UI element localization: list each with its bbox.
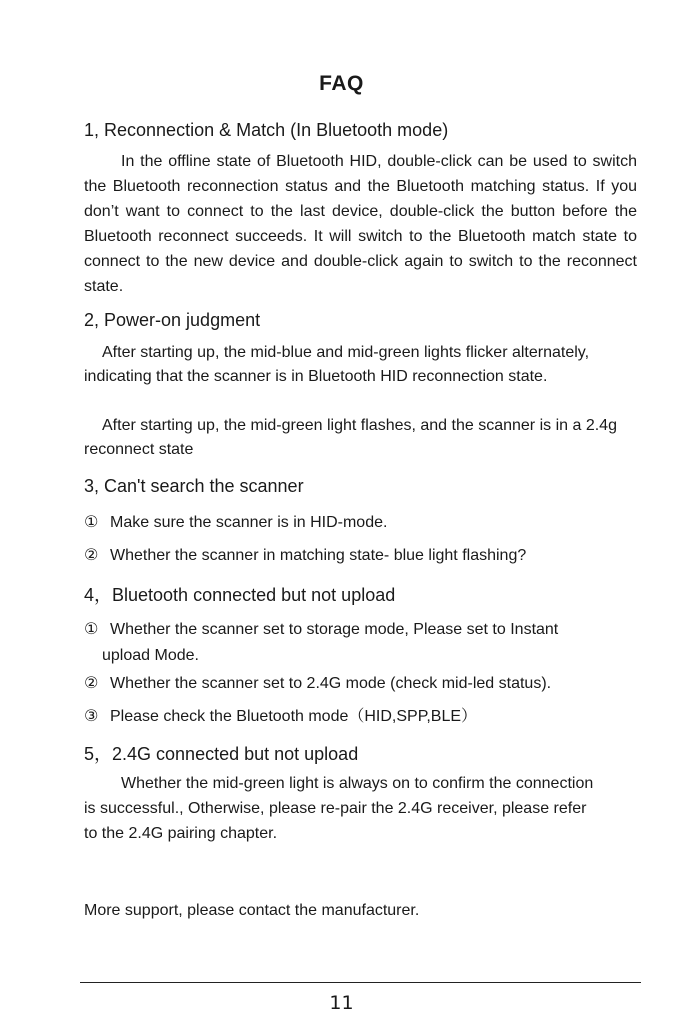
- section-3-item-2: [84, 543, 644, 569]
- section-5-body: Whether the mid-green light is always on to confirm the connection is successful., Otherwise, please re-pair the 2.4G receiver, please refer to the 2.4G pairing chapter.: [84, 775, 594, 842]
- circled-number-1-icon: ①: [84, 514, 99, 531]
- page-title: FAQ: [319, 72, 364, 95]
- item-text: Whether the scanner set to storage mode, Please set to Instant: [110, 621, 559, 638]
- circled-number-2-icon: ②: [84, 547, 99, 564]
- item-text-continuation: upload Mode.: [102, 647, 199, 664]
- section-4-heading: 4，Bluetooth connected but not upload: [84, 585, 396, 605]
- circled-number-2-icon: ②: [84, 675, 99, 692]
- section-4-item-3: [84, 704, 644, 730]
- section-1-body: In the offline state of Bluetooth HID, double-click can be used to switch the Bluetooth reconnection status and the Bluetooth matching status. If you don’t want to connect to the last device, double-click the button before the Bluetooth reconnect succeeds. It will switch to the Bluetooth match state to connect to the new device and double-click again to switch to the reconnect state.: [84, 153, 637, 295]
- section-3-heading: 3, Can't search the scanner: [84, 476, 304, 496]
- page-number: 11: [329, 992, 354, 1014]
- section-1-heading: 1, Reconnection & Match (In Bluetooth mode): [84, 120, 449, 140]
- support-note: More support, please contact the manufacturer.: [84, 902, 420, 919]
- item-text: Whether the scanner set to 2.4G mode (check mid-led status).: [110, 675, 552, 692]
- section-3-item-1: [84, 510, 644, 536]
- section-2-body-1: After starting up, the mid-blue and mid-green lights flicker alternately, indicating that the scanner is in Bluetooth HID reconnection state.: [84, 344, 590, 385]
- item-text: Make sure the scanner is in HID-mode.: [110, 514, 388, 531]
- section-5-heading: 5，2.4G connected but not upload: [84, 744, 359, 764]
- section-4-item-2: [84, 671, 644, 697]
- footer-divider: [80, 982, 641, 983]
- section-2-heading: 2, Power-on judgment: [84, 310, 261, 330]
- section-4-item-1: [84, 617, 644, 669]
- circled-number-3-icon: ③: [84, 708, 99, 725]
- item-text: Please check the Bluetooth mode（HID,SPP,BLE）: [110, 708, 478, 725]
- item-text: Whether the scanner in matching state- blue light flashing?: [110, 547, 527, 564]
- section-2-body-2: After starting up, the mid-green light flashes, and the scanner is in a 2.4g reconnect state: [84, 417, 617, 458]
- circled-number-1-icon: ①: [84, 621, 99, 638]
